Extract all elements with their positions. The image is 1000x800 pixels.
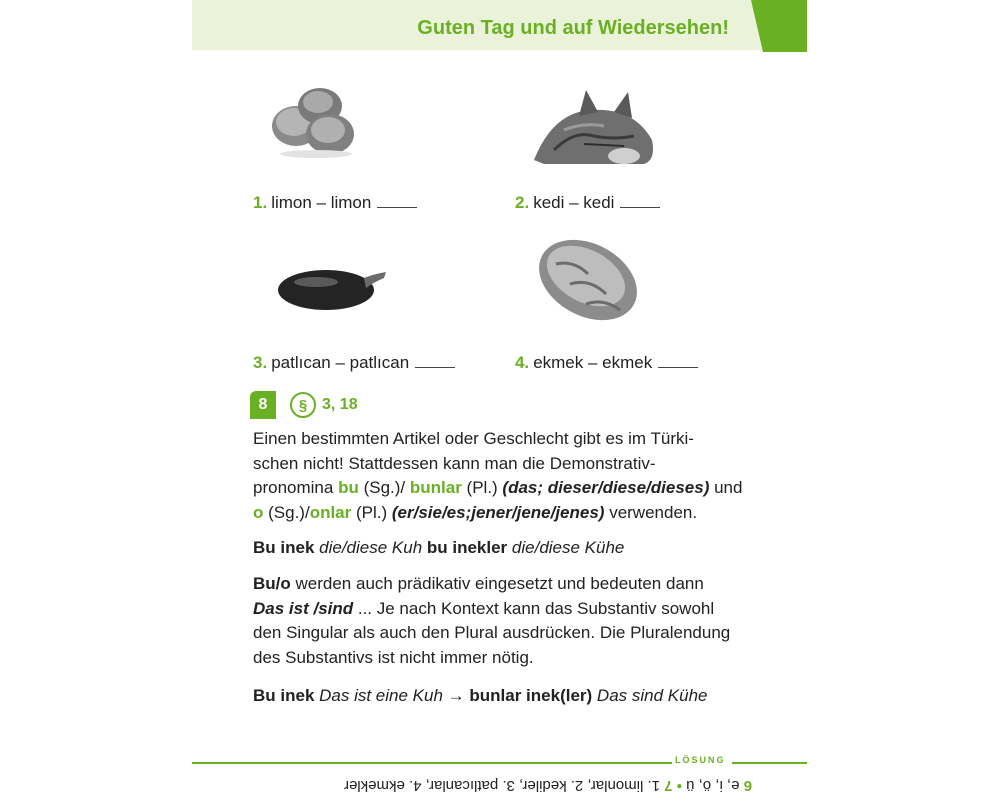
example-german: die/diese Kuh [314,538,427,557]
example-turkish: bu inekler [426,538,508,557]
grammar-example-2 [253,684,773,709]
text-line [253,621,773,646]
bread-photo [534,234,644,326]
item-number: 4. [515,353,530,372]
text-run: schen nicht! Stattdessen kann man die Demonstrativ- [253,453,656,473]
text-run: (Sg.)/ [263,502,310,522]
text-line [253,646,773,671]
item-number: 1. [253,193,268,212]
text-line [253,452,773,477]
item-text: patlıcan – patlıcan [271,353,410,372]
keyword-bu-o: Bu/o [253,574,291,593]
keyword-o: o [253,502,264,522]
solution-text-upside-down [344,777,752,794]
solution-answer: e, i, ö, ü [686,777,740,794]
solution-rule [732,762,807,764]
text-run: und [709,478,743,497]
grammar-paragraph-1 [253,427,773,525]
page [192,0,807,800]
answer-blank[interactable] [415,366,455,368]
eggplant-photo [276,264,388,314]
page-title: Guten Tag und auf Wiedersehen! [417,17,729,39]
item-number: 3. [253,353,268,372]
text-run: ... Je nach Kontext kann das Substantiv sowohl [353,598,715,618]
solution-number: 7 [664,777,673,794]
solution-rule [192,762,672,764]
text-run: werden auch prädikativ eingesetzt und bedeuten dann [290,574,704,593]
answer-blank[interactable] [658,366,698,368]
translation-text: (das; dieser/diese/dieses) [502,478,710,497]
text-run: verwenden. [604,502,698,522]
text-run: pronomina [253,478,339,497]
text-run: des Substantivs ist nicht immer nötig. [253,647,534,667]
text-run: den Singular als auch den Plural ausdrücken. Die Pluralendung [253,623,731,642]
exercise-item-2 [515,193,660,213]
header-corner-tab [751,0,807,52]
example-german: die/diese Kühe [507,538,625,557]
example-turkish: bunlar inek(ler) [464,686,593,705]
text-line [253,572,773,597]
text-line [253,476,773,501]
answer-blank[interactable] [377,206,417,208]
exercise-item-1 [253,193,417,213]
example-turkish: Bu inek [253,686,315,705]
keyword-onlar: onlar [309,502,352,522]
item-text: kedi – kedi [533,193,615,212]
answer-blank[interactable] [620,206,660,208]
kitten-photo [524,80,664,170]
item-text: ekmek – ekmek [533,353,653,372]
exercise-item-3 [253,353,455,373]
solution-number: 6 [743,777,753,794]
section-number-badge: 8 [250,391,276,419]
section-header [250,391,358,419]
example-german: Das sind Kühe [592,686,708,705]
keyword-bunlar: bunlar [409,478,462,497]
translation-text: Das ist /sind [253,598,354,618]
solution-answer: 1. limonlar, 2. kediler, 3. patlıcanlar, 4. ekmekler [344,777,660,794]
example-german: Das ist eine Kuh [314,686,448,705]
solution-label: LÖSUNG [675,755,726,765]
example-turkish: Bu inek [253,538,315,557]
item-number: 2. [515,193,530,212]
item-text: limon – limon [271,193,372,212]
exercise-item-4 [515,353,698,373]
text-line [253,501,773,526]
text-run: Einen bestimmten Artikel oder Geschlecht gibt es im Türki- [253,429,694,448]
paragraph-icon: § [290,392,316,418]
paragraph-reference: 3, 18 [322,396,358,413]
text-line [253,427,773,452]
text-line [253,597,773,622]
text-run: (Sg.)/ [358,478,410,497]
keyword-bu: bu [338,478,359,497]
lemons-photo [268,80,364,160]
arrow-icon: → [447,686,465,705]
grammar-example-1 [253,536,773,561]
bullet-icon: • [676,777,682,794]
text-run: (Pl.) [351,502,392,522]
text-run: (Pl.) [461,478,503,497]
translation-text: (er/sie/es;jener/jene/jenes) [391,502,605,522]
grammar-paragraph-2 [253,572,773,670]
